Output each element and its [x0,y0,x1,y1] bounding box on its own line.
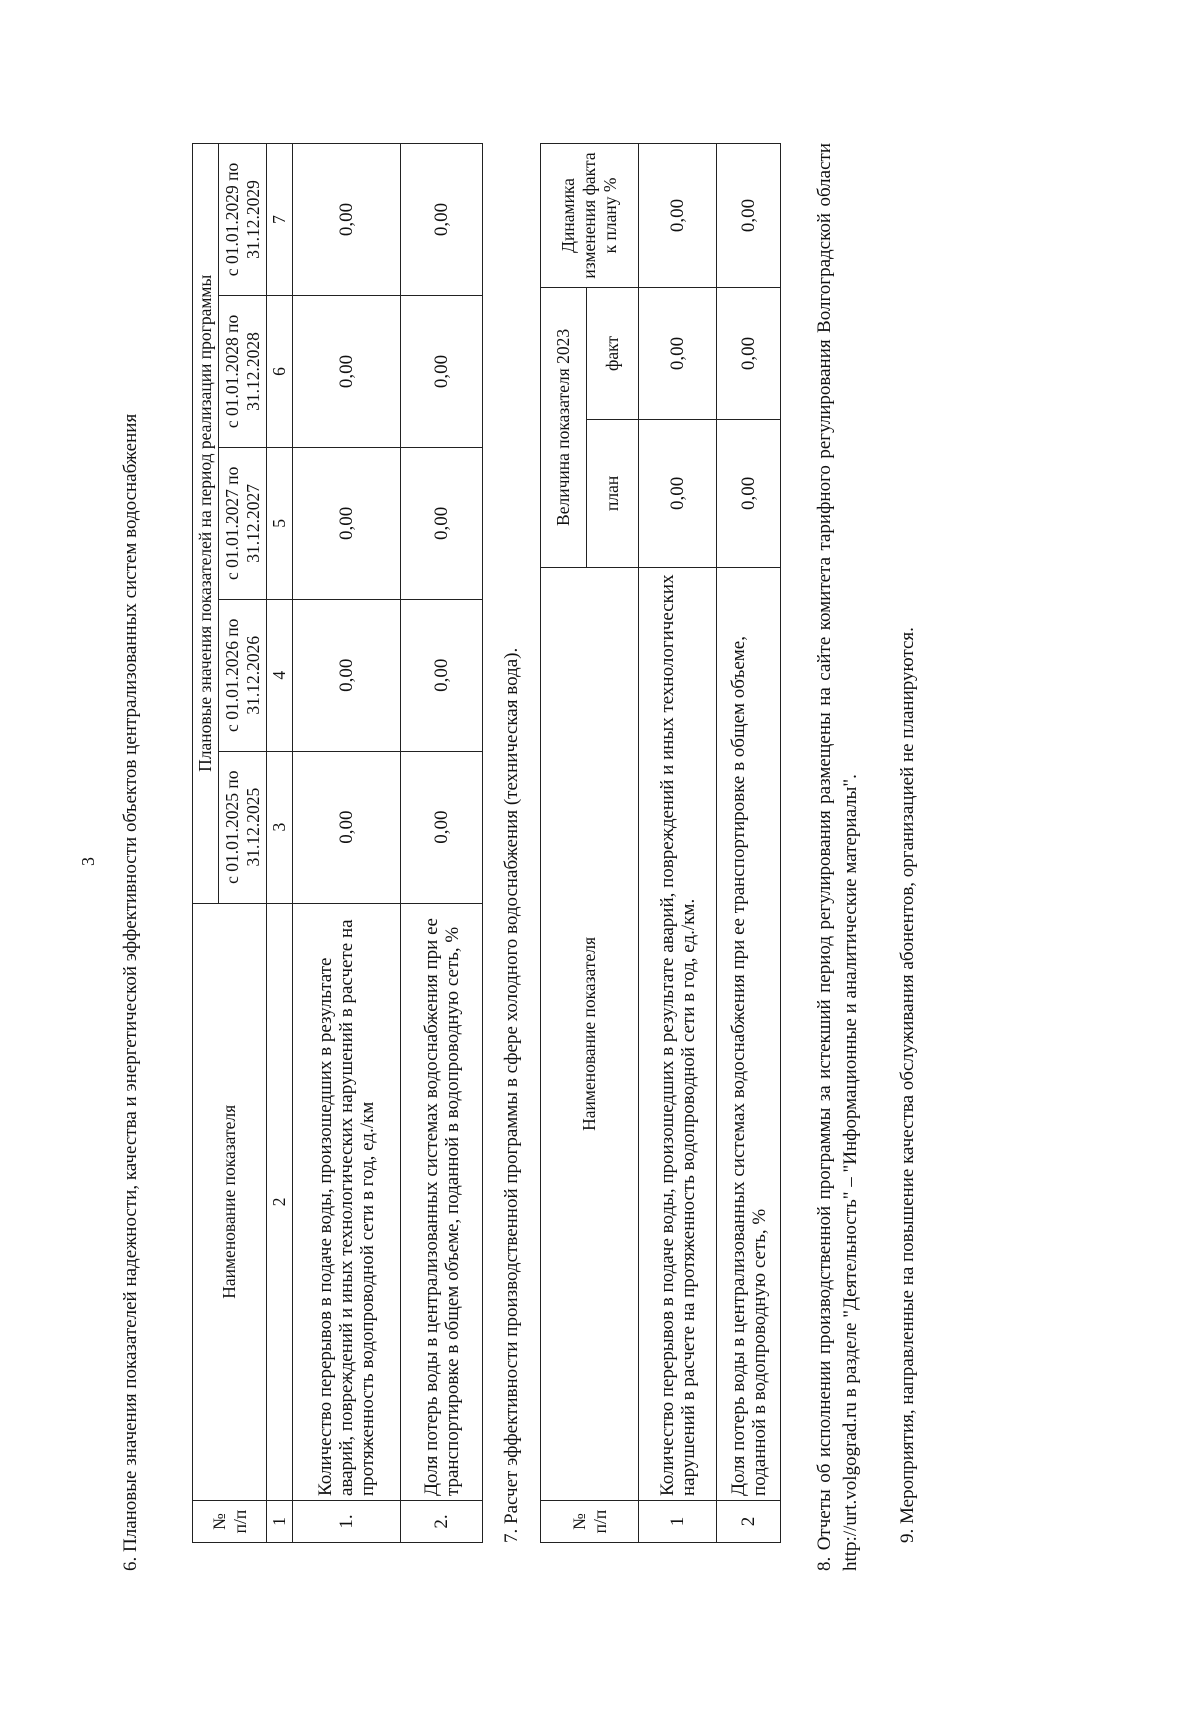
s7-row1-name: Количество перерывов в подаче воды, произошедших в результате аварий, повреждений и иных технологических нарушений в расчете на протяженность водопроводной сети в год, ед./км. [639,567,717,1500]
table-row [401,144,483,1543]
section9-text: 9. Мероприятия, направленные на повышение качества обслуживания абонентов, организацией не планируются. [897,627,918,1543]
s6-index-6: 6 [267,295,293,447]
s7-row2-plan: 0,00 [717,419,781,567]
s7-header-no: № п/п [541,1501,639,1543]
s6-period-4: с 01.01.2028 по 31.12.2028 [219,295,267,447]
s6-row1-value-5: 0,00 [293,144,401,296]
section6-heading: 6. Плановые значения показателей надежности, качества и энергетической эффективности объектов централизованных систем водоснабжения [120,413,141,1571]
s7-header-group: Величина показателя 2023 [541,287,587,567]
section7-heading: 7. Расчет эффективности производственной программы в сфере холодного водоснабжения (техническая вода). [501,647,522,1543]
s6-row2-value-1: 0,00 [401,751,483,903]
table-row [717,144,781,1543]
s7-header-name: Наименование показателя [541,567,639,1500]
section8-text: 8. Отчеты об исполнении производственной программы за истекший период регулирования размещены на сайте комитета тарифного регулирования Волгоградской области http://urt.volgograd.ru в разделе "Деятельность" – "Информационные и аналитические материалы". [814,143,861,1571]
s6-row2-no: 2. [401,1501,483,1543]
s6-header-no: № п/п [193,1501,267,1543]
s6-index-5: 5 [267,447,293,599]
s7-row2-name: Доля потерь воды в централизованных системах водоснабжения при ее транспортировке в общем объеме, поданной в водопроводную сеть, % [717,567,781,1500]
s7-row1-plan: 0,00 [639,419,717,567]
s6-period-2: с 01.01.2026 по 31.12.2026 [219,599,267,751]
s6-row2-value-4: 0,00 [401,295,483,447]
s6-row2-value-2: 0,00 [401,599,483,751]
s6-index-7: 7 [267,144,293,296]
s6-row2-value-5: 0,00 [401,144,483,296]
table-row [293,144,401,1543]
s6-period-1: с 01.01.2025 по 31.12.2025 [219,751,267,903]
s6-index-3: 3 [267,751,293,903]
s6-row1-value-1: 0,00 [293,751,401,903]
s7-header-plan: план [587,419,639,567]
page-number: 3 [78,857,98,866]
s6-row1-value-3: 0,00 [293,447,401,599]
s7-row2-dynamics: 0,00 [717,144,781,288]
s6-index-2: 2 [267,903,293,1500]
s7-row1-no: 1 [639,1501,717,1543]
s7-row1-fact: 0,00 [639,287,717,419]
s6-row2-value-3: 0,00 [401,447,483,599]
s7-header-dynamics: Динамика изменения факта к плану % [541,144,639,288]
s7-row1-dynamics: 0,00 [639,144,717,288]
s6-period-5: с 01.01.2029 по 31.12.2029 [219,144,267,296]
s6-header-group: Плановые значения показателей на период реализации программы [193,144,219,904]
s6-row2-name: Доля потерь воды в централизованных системах водоснабжения при ее транспортировке в общем объеме, поданной в водопроводную сеть, % [401,903,483,1500]
section7-table [540,143,781,1543]
s6-header-name: Наименование показателя [193,903,267,1500]
s7-row2-fact: 0,00 [717,287,781,419]
s7-row2-no: 2 [717,1501,781,1543]
s6-row1-no: 1. [293,1501,401,1543]
s7-header-fact: факт [587,287,639,419]
s6-row1-value-2: 0,00 [293,599,401,751]
s6-row1-value-4: 0,00 [293,295,401,447]
s6-row1-name: Количество перерывов в подаче воды, произошедших в результате аварий, повреждений и иных технологических нарушений в расчете на протяженность водопроводной сети в год, ед./км [293,903,401,1500]
table-row [639,144,717,1543]
s6-index-1: 1 [267,1501,293,1543]
s6-period-3: с 01.01.2027 по 31.12.2027 [219,447,267,599]
section6-table [192,143,483,1543]
s6-index-4: 4 [267,599,293,751]
